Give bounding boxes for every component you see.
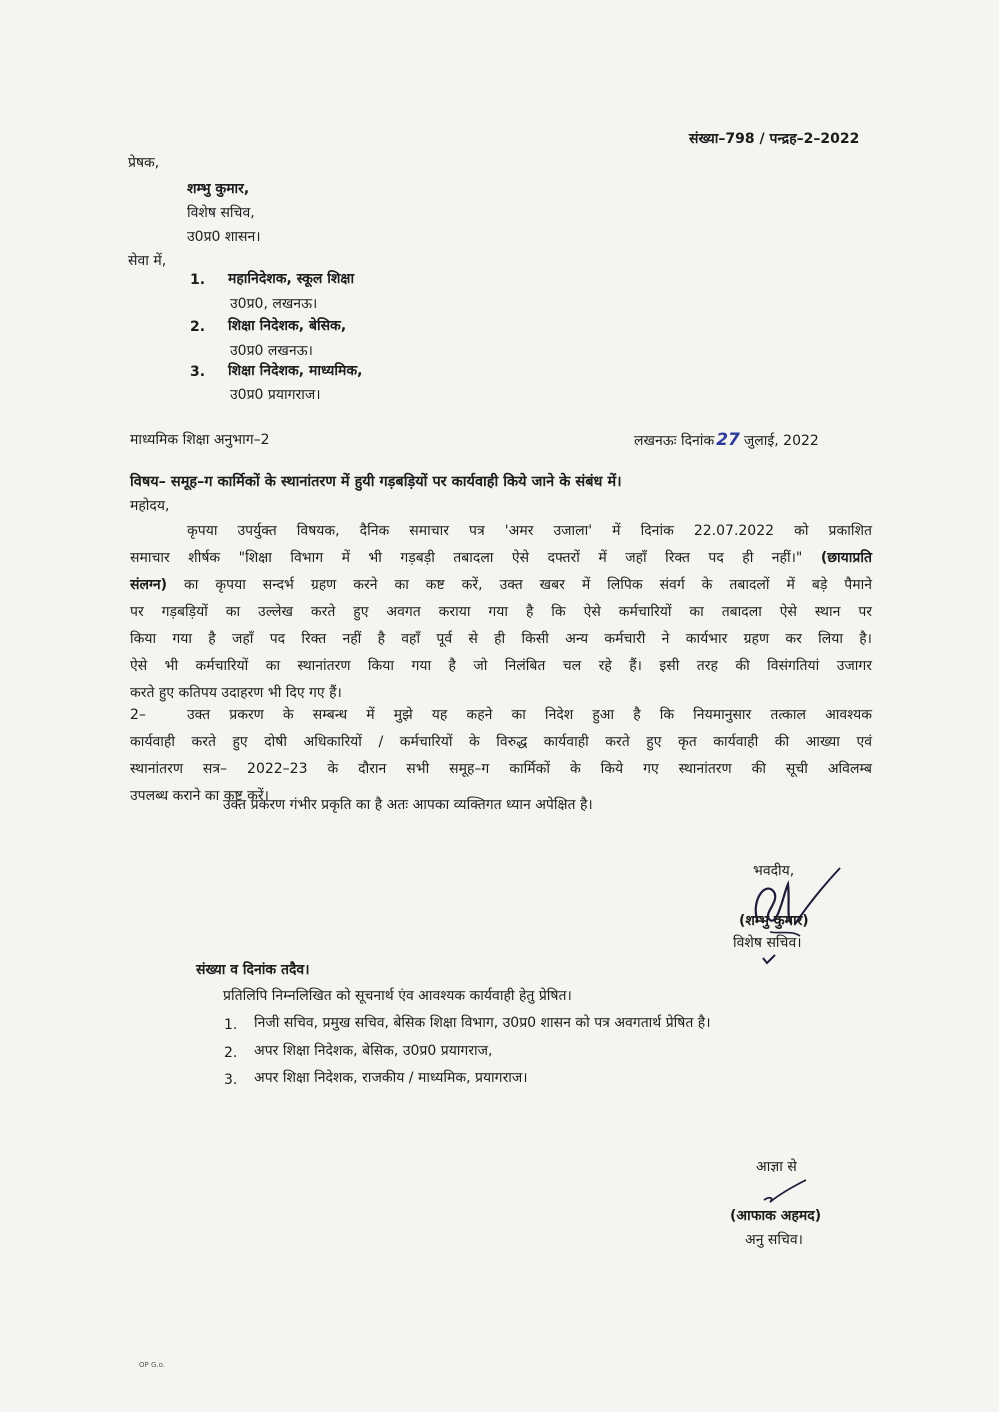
date-prefix: लखनऊः दिनांक — [634, 433, 715, 449]
signature-closing: आज्ञा से — [756, 1159, 797, 1175]
copy-item-number: 1. — [224, 1017, 238, 1033]
recipient-title: शिक्षा निदेशक, बेसिक, — [228, 318, 347, 334]
paragraph-line: करते हुए कतिपय उदाहरण भी दिए गए हैं। — [130, 685, 342, 701]
handwritten-initial-2 — [760, 1176, 810, 1206]
reference-number: संख्या–798 / पन्द्रह–2–2022 — [689, 131, 860, 147]
recipient-number: 2. — [190, 319, 206, 335]
sender-name: शम्भु कुमार, — [187, 181, 250, 197]
section-name: माध्यमिक शिक्षा अनुभाग–2 — [130, 432, 270, 448]
recipient-title: शिक्षा निदेशक, माध्यमिक, — [228, 363, 363, 379]
recipient-place: उ0प्र0 प्रयागराज। — [230, 387, 321, 403]
recipient-number: 3. — [190, 364, 206, 380]
paragraph-text: समाचार शीर्षक "शिक्षा विभाग में भी गड़बड़ी तबादला ऐसे दफ्तरों में जहाँ रिक्त पद ही नहीं।" — [130, 550, 803, 566]
copy-item-text: अपर शिक्षा निदेशक, बेसिक, उ0प्र0 प्रयागराज, — [254, 1043, 493, 1059]
recipient-number: 1. — [190, 272, 206, 288]
recipient-place: उ0प्र0 लखनऊ। — [230, 343, 313, 359]
date-day-handwritten: 27 — [716, 430, 740, 450]
signatory-name: (शम्भु कुमार) — [739, 913, 809, 929]
signatory-designation: अनु सचिव। — [745, 1232, 803, 1248]
copy-item-number: 2. — [224, 1045, 238, 1061]
recipients-label: सेवा में, — [128, 253, 167, 269]
footer-code: OP G.o. — [139, 1361, 165, 1369]
paragraph-line: उक्त प्रकरण के सम्बन्ध में मुझे यह कहने का निदेश हुआ है कि नियमानुसार तत्काल आवश्यक — [187, 707, 872, 723]
paragraph-line: स्थानांतरण सत्र– 2022–23 के दौरान सभी समूह–ग कार्मिकों के किये गए स्थानांतरण की सूची अविलम्ब — [130, 761, 872, 777]
copy-item-text: अपर शिक्षा निदेशक, राजकीय / माध्यमिक, प्रयागराज। — [254, 1070, 528, 1086]
paragraph-line: किया गया है जहाँ पद रिक्त नहीं है वहाँ पूर्व से ही किसी अन्य कर्मचारी ने कार्यभार ग्रहण कर लिया है। — [130, 631, 872, 647]
letter-date — [634, 431, 819, 450]
subject-line: विषय– समूह–ग कार्मिकों के स्थानांतरण में हुयी गड़बड़ियों पर कार्यवाही किये जाने के संबंध में। — [130, 474, 622, 490]
pen-tick-mark — [761, 952, 777, 966]
paragraph-line — [130, 545, 872, 572]
copy-intro: प्रतिलिपि निम्नलिखित को सूचनार्थ एंव आवश्यक कार्यवाही हेतु प्रेषित। — [223, 988, 572, 1004]
copy-item-text: निजी सचिव, प्रमुख सचिव, बेसिक शिक्षा विभाग, उ0प्र0 शासन को पत्र अवगतार्थ प्रेषित है। — [254, 1015, 711, 1031]
sender-label: प्रेषक, — [128, 155, 160, 171]
paragraph-1 — [130, 518, 872, 707]
recipient-title: महानिदेशक, स्कूल शिक्षा — [228, 271, 355, 287]
signatory-name: (आफाक अहमद) — [730, 1208, 822, 1224]
paragraph-line: पर गड़बड़ियों का उल्लेख करते हुए अवगत कराया गया है कि ऐसे कर्मचारियों का तबादला ऐसे स्थान पर — [130, 604, 872, 620]
signatory-designation: विशेष सचिव। — [733, 935, 802, 951]
paragraph-line — [130, 572, 872, 599]
paragraph-text: का कृपया सन्दर्भ ग्रहण करने का कष्ट करें, उक्त खबर में लिपिक संवर्ग के तबादलों में बड़े पैमाने — [184, 577, 872, 593]
sender-designation: विशेष सचिव, — [187, 205, 255, 221]
copy-heading: संख्या व दिनांक तदैव। — [196, 962, 310, 978]
paragraph-text: (छायाप्रति — [820, 550, 872, 566]
paragraph-3: उक्त प्रकरण गंभीर प्रकृति का है अतः आपका व्यक्तिगत ध्यान अपेक्षित है। — [223, 797, 593, 813]
paragraph-line: कार्यवाही करते हुए दोषी अधिकारियों / कर्मचारियों के विरुद्ध कार्यवाही करते हुए कृत कार्यवाही की आख्या एवं — [130, 734, 872, 750]
sender-office: उ0प्र0 शासन। — [187, 229, 261, 245]
handwritten-signature-1 — [740, 862, 850, 942]
paragraph-2 — [130, 702, 872, 810]
signature-closing: भवदीय, — [753, 863, 795, 879]
paragraph-line: उपलब्ध कराने का कष्ट करें। — [130, 788, 269, 804]
recipient-place: उ0प्र0, लखनऊ। — [230, 296, 318, 312]
date-suffix: जुलाई, 2022 — [743, 433, 819, 449]
copy-item-number: 3. — [224, 1072, 238, 1088]
paragraph-2-number: 2– — [130, 707, 146, 723]
paragraph-line: ऐसे भी कर्मचारियों का स्थानांतरण किया गया है जो निलंबित चल रहे हैं। इसी तरह की विसंगतियां उजागर — [130, 658, 872, 674]
paragraph-line: कृपया उपर्युक्त विषयक, दैनिक समाचार पत्र 'अमर उजाला' में दिनांक 22.07.2022 को प्रकाशित — [187, 523, 872, 539]
salutation: महोदय, — [130, 498, 170, 514]
paragraph-text: संलग्न) — [130, 577, 168, 593]
